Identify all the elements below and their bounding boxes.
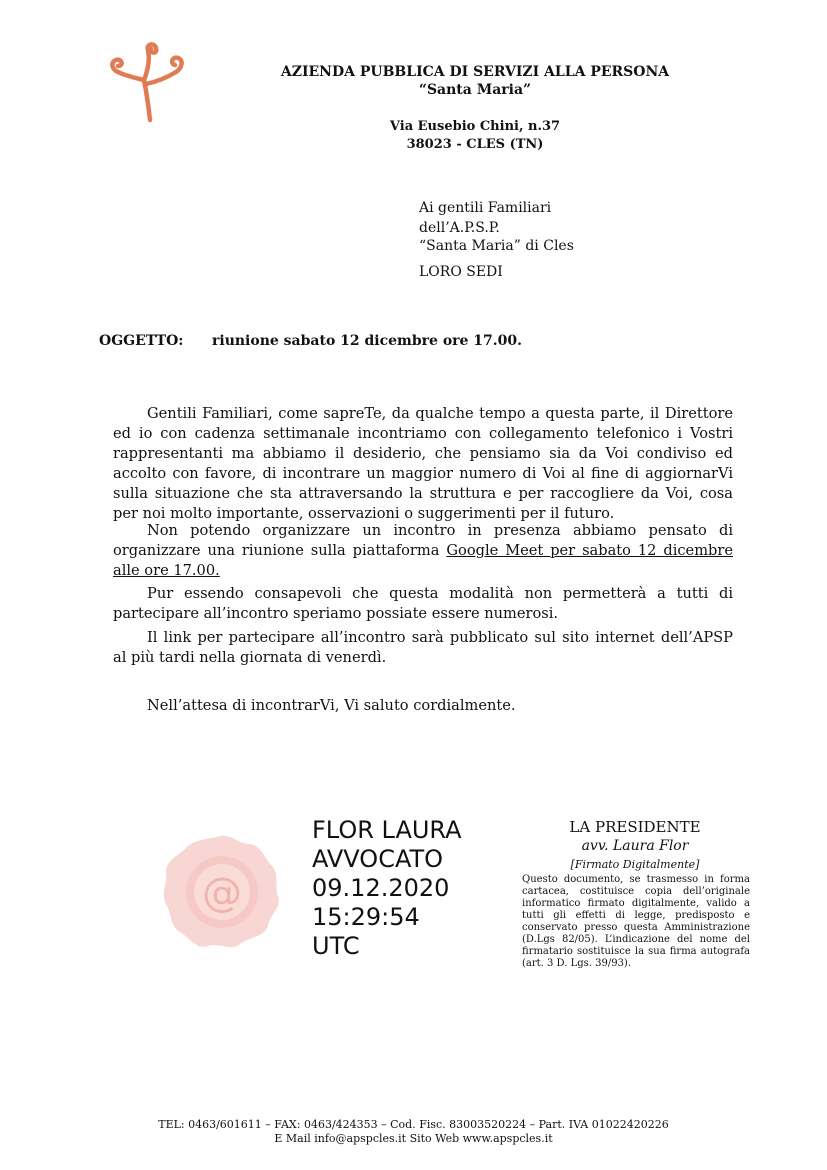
meeting-date-underlined: Google Meet per sabato 12 dicembre alle ore 17.00. bbox=[113, 542, 733, 579]
digital-signature-seal-icon bbox=[158, 832, 282, 952]
stamp-signer-name: FLOR LAURA bbox=[312, 816, 462, 844]
recipient-line-2: dell’A.P.S.P. bbox=[419, 220, 500, 236]
recipient-line-4: LORO SEDI bbox=[419, 264, 503, 280]
body-paragraph-3: Pur essendo consapevoli che questa modalità non permetterà a tutti di partecipare all’incontro speriamo possiate essere numerosi. bbox=[113, 585, 733, 622]
body-paragraph-1: Gentili Familiari, come sapreTe, da qualche tempo a questa parte, il Direttore ed io con cadenza settimanale incontriamo con collegamento telefonico i Vostri rappresentanti ma abbiamo il desiderio, che pensiamo sia da Voi condiviso ed accolto con favore, di incontrare un maggior numero di Voi al fine di aggiornarVi sulla situazione che sta attraversando la struttura e per raccogliere da Voi, cosa per noi molto importante, osservazioni o suggerimenti per il futuro. bbox=[113, 405, 733, 522]
body-paragraph-2 bbox=[113, 521, 733, 581]
stamp-date: 09.12.2020 bbox=[312, 874, 450, 902]
signatory-title: LA PRESIDENTE bbox=[569, 818, 701, 836]
tree-logo-icon bbox=[104, 40, 188, 124]
stamp-signer-role: AVVOCATO bbox=[312, 845, 444, 873]
body-paragraph-4: Il link per partecipare all’incontro sarà pubblicato sul sito internet dell’APSP al più tardi nella giornata di venerdì. bbox=[113, 629, 733, 666]
seal-glyph: @ bbox=[202, 870, 242, 916]
digital-signature-disclaimer: Questo documento, se trasmesso in forma cartacea, costituisce copia dell’originale informatico firmato digitalmente, valido a tutti gli effetti di legge, predisposto e conservato presso questa Amministrazione (D.Lgs 82/05). L’indicazione del nome del firmatario sostituisce la sua firma autografa (art. 3 D. Lgs. 39/93). bbox=[522, 874, 750, 969]
subject-text: riunione sabato 12 dicembre ore 17.00. bbox=[212, 333, 523, 349]
subject-label: OGGETTO: bbox=[99, 333, 184, 349]
organization-subtitle: “Santa Maria” bbox=[418, 82, 532, 98]
stamp-time: 15:29:54 bbox=[312, 903, 420, 931]
stamp-timezone: UTC bbox=[312, 932, 360, 960]
paragraph-2-text: Non potendo organizzare un incontro in presenza abbiamo pensato di organizzare una riunione sulla piattaforma bbox=[113, 522, 733, 559]
address-street: Via Eusebio Chini, n.37 bbox=[389, 119, 561, 134]
digitally-signed-note: [Firmato Digitalmente] bbox=[570, 858, 700, 871]
footer-contacts: TEL: 0463/601611 – FAX: 0463/424353 – Cod. Fisc. 83003520224 – Part. IVA 01022420226 bbox=[158, 1118, 669, 1131]
recipient-line-3: “Santa Maria” di Cles bbox=[419, 238, 574, 254]
organization-name: AZIENDA PUBBLICA DI SERVIZI ALLA PERSONA bbox=[280, 64, 670, 80]
address-city: 38023 - CLES (TN) bbox=[406, 137, 544, 152]
signatory-name: avv. Laura Flor bbox=[581, 838, 689, 854]
recipient-line-1: Ai gentili Familiari bbox=[419, 200, 552, 216]
closing-salutation: Nell’attesa di incontrarVi, Vi saluto cordialmente. bbox=[147, 697, 516, 714]
footer-web: E Mail info@apspcles.it Sito Web www.apspcles.it bbox=[274, 1132, 553, 1145]
